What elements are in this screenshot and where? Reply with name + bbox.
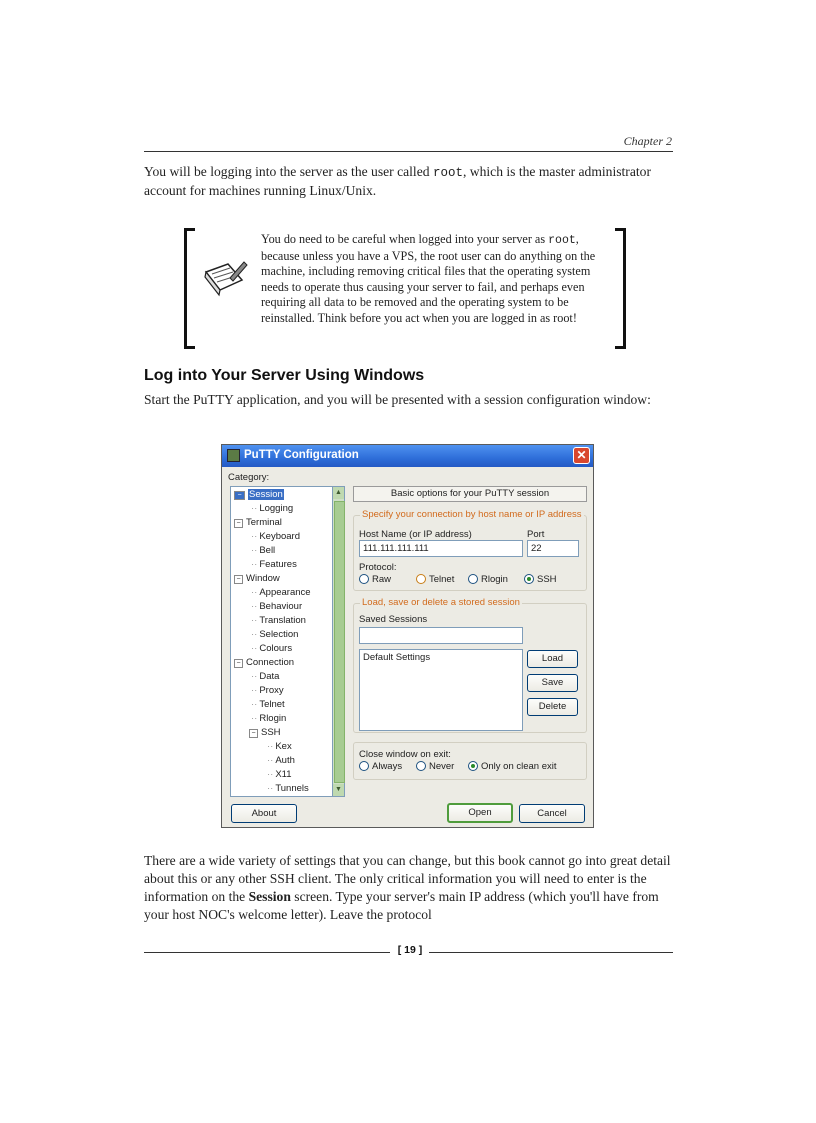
tree-item-appearance[interactable] — [251, 587, 311, 598]
sessions-group-title: Load, save or delete a stored session — [362, 597, 520, 608]
category-tree[interactable] — [230, 486, 341, 797]
tree-branch-line: ·· — [267, 783, 274, 794]
tree-branch-line: ·· — [251, 587, 258, 598]
footer-rule-left — [144, 952, 390, 953]
tree-branch-line: ·· — [251, 699, 258, 710]
tree-item-label: SSH — [261, 727, 281, 738]
tree-item-label: Proxy — [259, 685, 284, 696]
tree-item-telnet[interactable] — [251, 699, 285, 710]
lead-paragraph: Start the PuTTY application, and you will be presented with a session configuration window: — [144, 392, 651, 407]
radio-raw-icon — [359, 574, 369, 584]
header-rule — [144, 151, 673, 152]
close-clean-exit-radio[interactable] — [468, 761, 557, 772]
tree-item-label: Selection — [259, 629, 299, 640]
tree-item-label: Window — [246, 573, 280, 584]
tree-item-behaviour[interactable] — [251, 601, 302, 612]
note-text-before: You do need to be careful when logged into your server as — [261, 232, 549, 246]
tree-item-label: Kex — [275, 741, 292, 752]
protocol-ssh-radio[interactable] — [524, 574, 557, 585]
tree-collapse-icon[interactable]: − — [234, 575, 243, 584]
tree-branch-line: ·· — [251, 671, 258, 682]
tree-item-bell[interactable] — [251, 545, 275, 556]
close-on-exit-label: Close window on exit: — [359, 749, 451, 760]
tree-item-label: Terminal — [246, 517, 282, 528]
protocol-ssh-label: SSH — [537, 574, 557, 585]
close-never-radio[interactable] — [416, 761, 454, 772]
tree-branch-line: ·· — [251, 629, 258, 640]
title-bar[interactable] — [222, 445, 593, 467]
tree-item-rlogin[interactable] — [251, 713, 286, 724]
close-clean-exit-label: Only on clean exit — [481, 761, 557, 772]
tree-item-label: Behaviour — [259, 601, 303, 612]
tree-item-window[interactable] — [234, 573, 280, 584]
protocol-raw-radio[interactable] — [359, 574, 391, 585]
close-always-label: Always — [372, 761, 403, 772]
sessions-group — [353, 597, 587, 733]
saved-sessions-input[interactable] — [359, 627, 523, 644]
tree-branch-line: ·· — [251, 685, 258, 696]
tree-item-features[interactable] — [251, 559, 297, 570]
intro-text-after: , which is the master administrator account for machines running Linux/Unix. — [144, 164, 651, 198]
protocol-rlogin-label: Rlogin — [481, 574, 508, 585]
tree-item-data[interactable] — [251, 671, 279, 682]
tree-item-label: Logging — [259, 503, 294, 514]
tree-item-tunnels[interactable] — [267, 783, 309, 794]
body-text-after: screen. Type your server's main IP address (which you'll have from your host NOC's welcome letter). Leave the protocol — [144, 889, 659, 922]
intro-code-root: root — [432, 166, 463, 180]
tree-item-connection[interactable] — [234, 657, 294, 668]
category-label: Category: — [228, 472, 270, 483]
note-box — [184, 228, 626, 345]
tree-collapse-icon[interactable]: − — [234, 491, 245, 500]
tree-item-label: Translation — [259, 615, 306, 626]
session-default-settings[interactable]: Default Settings — [363, 652, 431, 663]
protocol-telnet-radio[interactable] — [416, 574, 454, 585]
tree-branch-line: ·· — [251, 643, 258, 654]
body-text-before: There are a wide variety of settings that you can change, but this book cannot go into great detail about this or any other SSH client. The only critical information you will need to enter is the information on the — [144, 853, 671, 904]
tree-item-label: Auth — [275, 755, 295, 766]
scroll-thumb[interactable] — [334, 501, 345, 783]
note-bracket-left — [184, 228, 195, 349]
radio-never-icon — [416, 761, 426, 771]
host-label: Host Name (or IP address) — [359, 529, 472, 540]
save-button[interactable]: Save — [527, 674, 578, 692]
load-button[interactable]: Load — [527, 650, 578, 668]
tree-branch-line: ·· — [251, 545, 258, 556]
tree-collapse-icon[interactable]: − — [234, 659, 243, 668]
footer-rule-right — [429, 952, 673, 953]
protocol-rlogin-radio[interactable] — [468, 574, 508, 585]
tree-item-x11[interactable] — [267, 769, 292, 780]
tree-item-label: Colours — [259, 643, 293, 654]
radio-telnet-icon — [416, 574, 426, 584]
body-text-bold: Session — [248, 889, 291, 904]
tree-branch-line: ·· — [251, 559, 258, 570]
tree-branch-line: ·· — [251, 601, 258, 612]
tree-item-kex[interactable] — [267, 741, 292, 752]
tree-item-label: Session — [249, 489, 283, 500]
tree-item-label: Appearance — [259, 587, 311, 598]
tree-collapse-icon[interactable]: − — [249, 729, 258, 738]
scroll-up-icon[interactable]: ▲ — [333, 487, 344, 499]
delete-button[interactable]: Delete — [527, 698, 578, 716]
port-input[interactable]: 22 — [527, 540, 579, 557]
tree-item-label: Features — [259, 559, 297, 570]
note-text-after: , because unless you have a VPS, the root user can do anything on the machine, including removing critical files that the operating system needs to operate thus causing your server to fail, and perhaps even requiring all data to be removed and the operating system to be reinstalled. Think before you act when you are logged in as root! — [261, 232, 596, 325]
tree-item-label: Telnet — [259, 699, 285, 710]
note-text — [261, 232, 606, 326]
tree-item-ssh[interactable] — [249, 727, 281, 738]
tree-item-translation[interactable] — [251, 615, 306, 626]
tree-item-label: Keyboard — [259, 531, 300, 542]
cancel-button[interactable]: Cancel — [519, 804, 585, 823]
tree-branch-line: ·· — [267, 769, 274, 780]
open-button[interactable]: Open — [447, 803, 513, 823]
tree-item-logging[interactable] — [251, 503, 293, 514]
close-on-exit-group — [353, 742, 587, 780]
tree-item-auth[interactable] — [267, 755, 295, 766]
tree-item-label: X11 — [275, 769, 292, 780]
saved-sessions-label: Saved Sessions — [359, 614, 428, 625]
body-paragraph — [144, 852, 674, 924]
tree-item-colours[interactable] — [251, 643, 292, 654]
connection-group — [353, 509, 587, 591]
putty-app-icon — [227, 449, 240, 462]
window-title: PuTTY Configuration — [244, 449, 359, 461]
tree-item-keyboard[interactable] — [251, 531, 300, 542]
tree-branch-line: ·· — [267, 741, 274, 752]
protocol-telnet-label: Telnet — [429, 574, 455, 585]
port-label: Port — [527, 529, 545, 540]
host-input[interactable]: 111.111.111.111 — [359, 540, 523, 557]
tree-item-selection[interactable] — [251, 629, 298, 640]
tree-item-label: Bell — [259, 545, 276, 556]
radio-clean-exit-icon — [468, 761, 478, 771]
tree-scrollbar[interactable] — [332, 486, 345, 797]
intro-paragraph — [144, 163, 674, 200]
tree-branch-line: ·· — [251, 713, 258, 724]
radio-rlogin-icon — [468, 574, 478, 584]
putty-window — [221, 444, 594, 828]
close-always-radio[interactable] — [359, 761, 402, 772]
tree-item-proxy[interactable] — [251, 685, 284, 696]
sessions-list[interactable] — [359, 649, 523, 731]
radio-ssh-icon — [524, 574, 534, 584]
intro-text-before: You will be logging into the server as the user called — [144, 164, 433, 179]
tree-item-label: Rlogin — [259, 713, 287, 724]
tree-branch-line: ·· — [251, 503, 258, 514]
tree-item-session[interactable] — [234, 489, 284, 500]
note-pencil-icon — [202, 260, 248, 298]
connection-group-title: Specify your connection by host name or IP address — [362, 509, 582, 520]
tree-item-label: Data — [259, 671, 280, 682]
note-code-root: root — [548, 234, 576, 247]
page-number: [ 19 ] — [397, 944, 423, 956]
chapter-label: Chapter 2 — [623, 134, 672, 148]
about-button[interactable]: About — [231, 804, 297, 823]
tree-item-label: Connection — [246, 657, 295, 668]
tree-collapse-icon[interactable]: − — [234, 519, 243, 528]
protocol-label: Protocol: — [359, 562, 397, 573]
tree-branch-line: ·· — [251, 615, 258, 626]
close-icon[interactable]: ✕ — [573, 447, 590, 464]
close-never-label: Never — [429, 761, 455, 772]
note-bracket-right — [615, 228, 626, 349]
tree-branch-line: ·· — [267, 755, 274, 766]
section-heading: Log into Your Server Using Windows — [144, 367, 425, 384]
panel-header: Basic options for your PuTTY session — [353, 486, 587, 502]
protocol-raw-label: Raw — [372, 574, 392, 585]
tree-item-terminal[interactable] — [234, 517, 282, 528]
radio-always-icon — [359, 761, 369, 771]
tree-item-label: Tunnels — [275, 783, 309, 794]
tree-branch-line: ·· — [251, 531, 258, 542]
scroll-down-icon[interactable]: ▼ — [333, 784, 344, 796]
